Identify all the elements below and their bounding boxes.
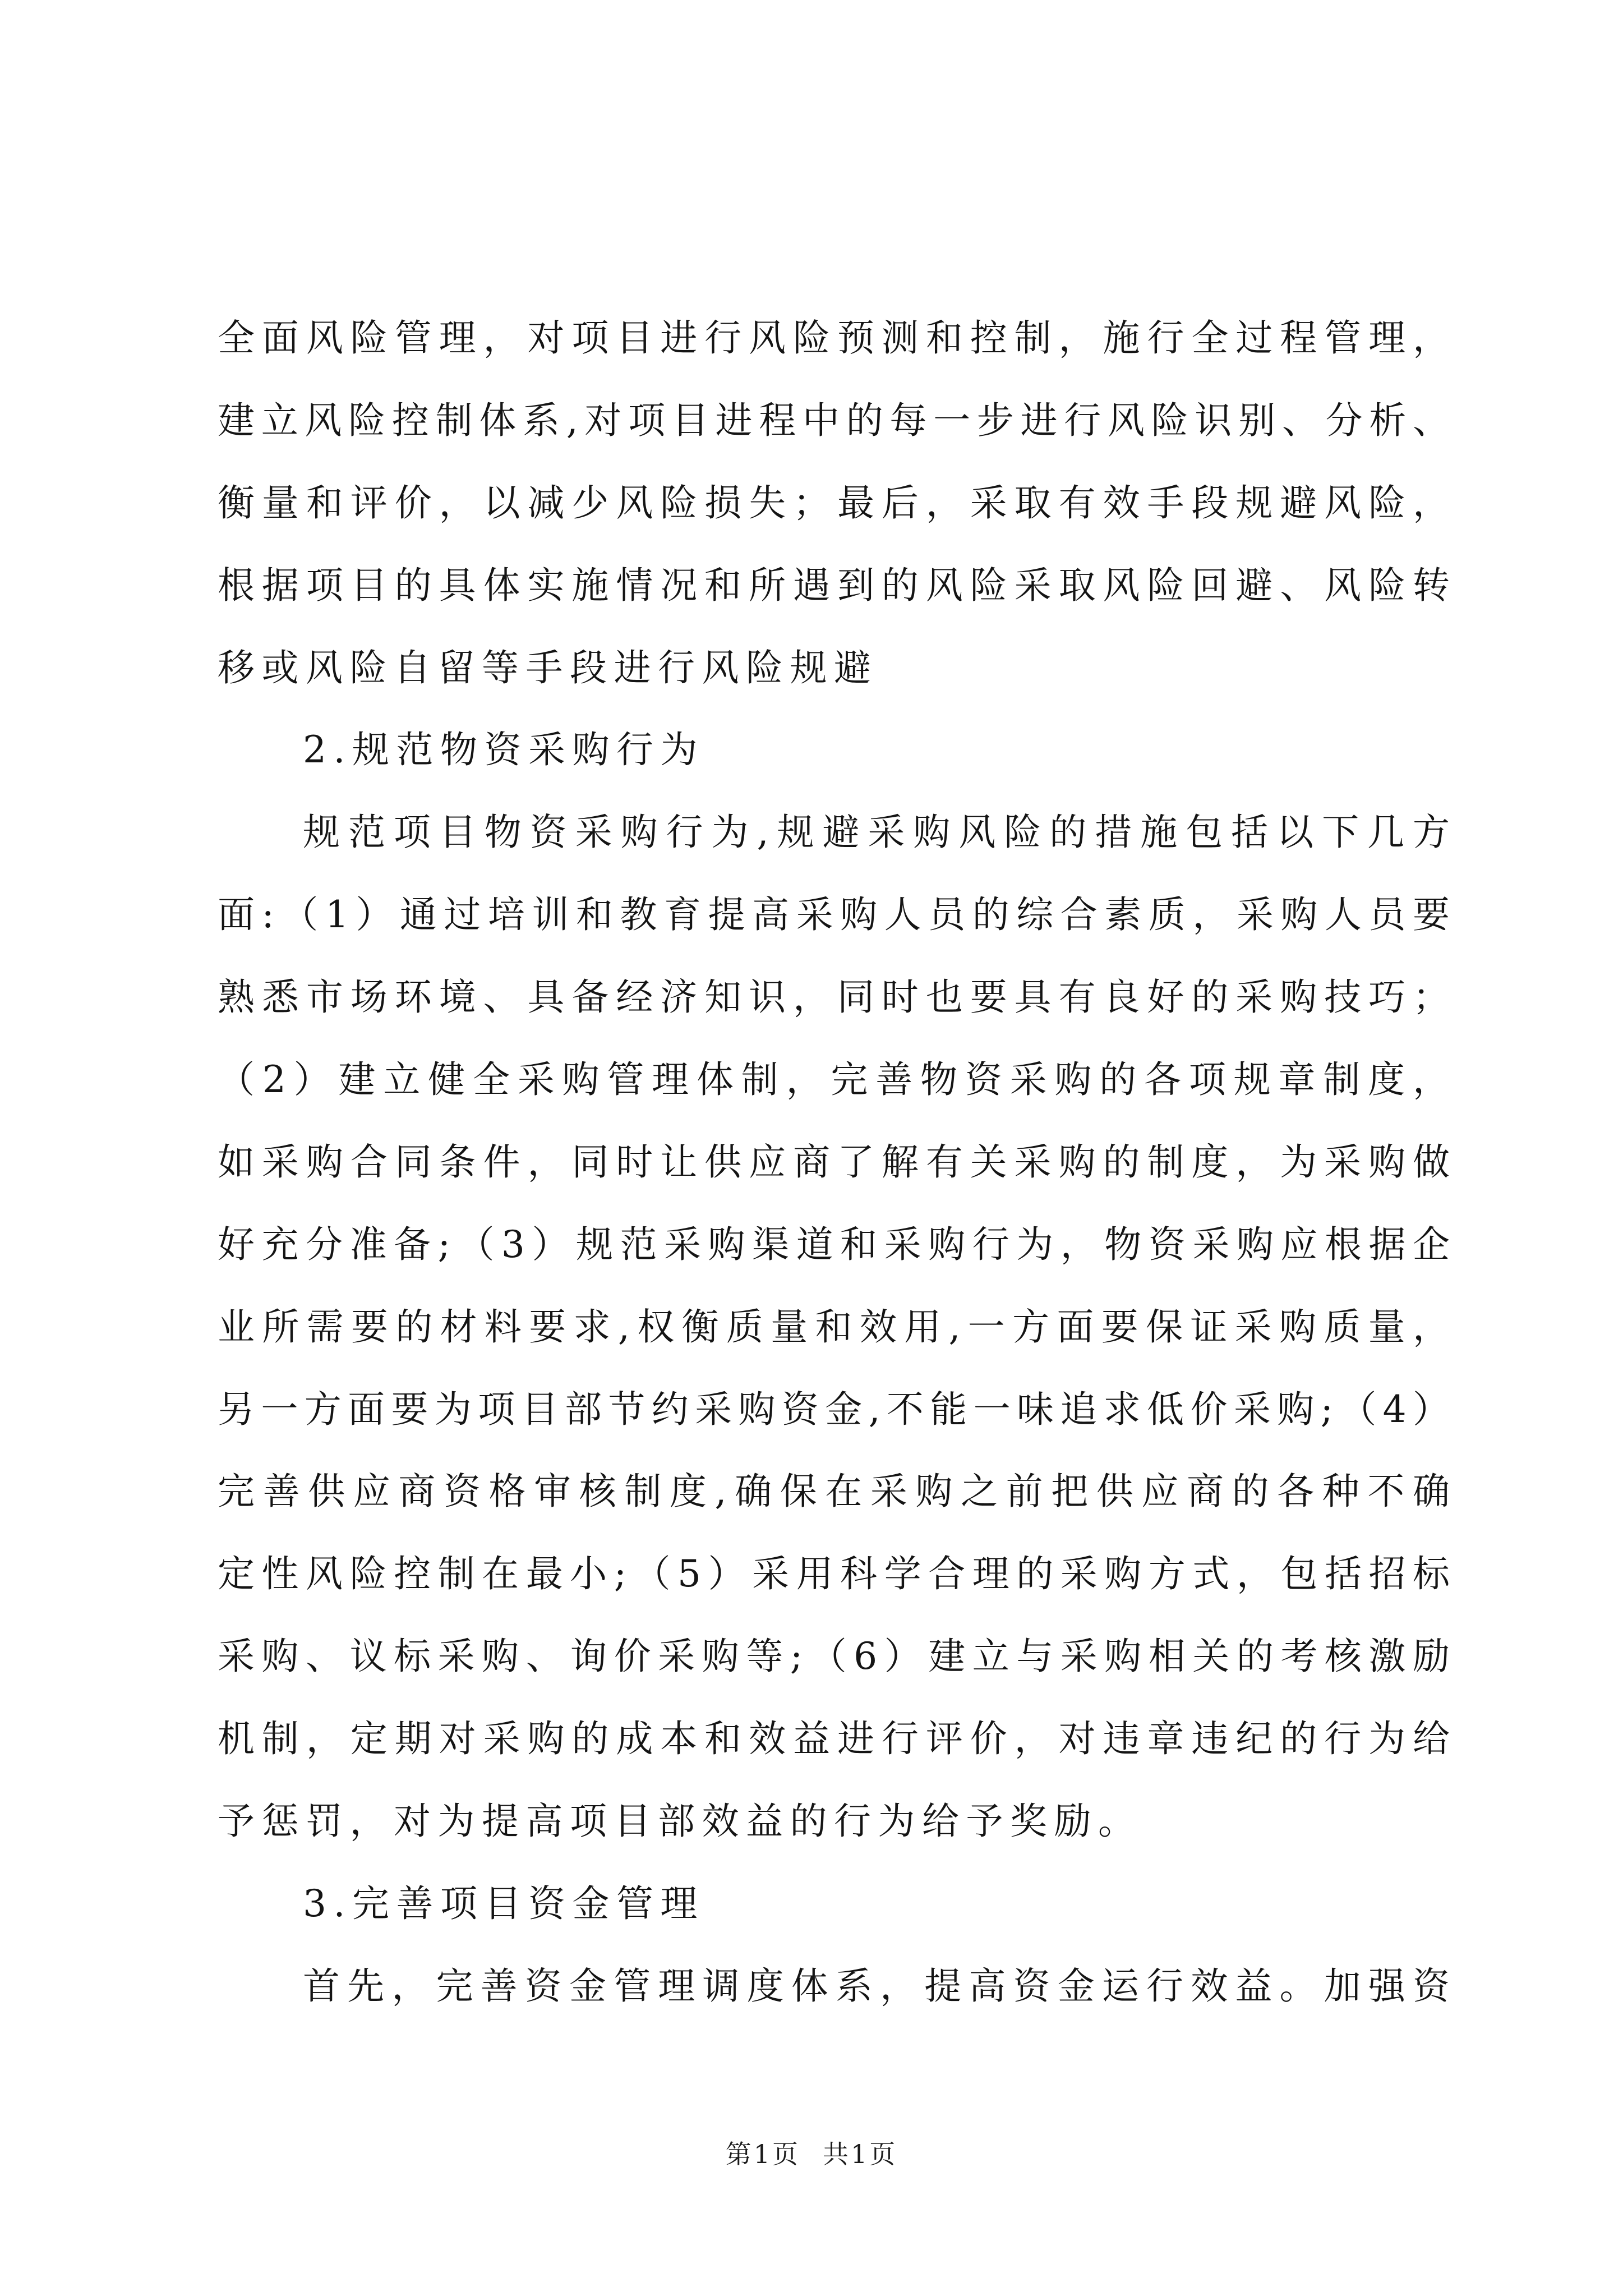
body-text-line: 完善供应商资格审核制度,确保在采购之前把供应商的各种不确 [218,1470,1450,1513]
body-text-line: 熟悉市场环境、具备经济知识，同时也要具有良好的采购技巧； [218,976,1450,1019]
page-footer [0,2134,1623,2174]
body-text-line: 规范项目物资采购行为,规避采购风险的措施包括以下几方 [303,811,1450,854]
body-text-line: 好充分准备;（3）规范采购渠道和采购行为，物资采购应根据企 [218,1222,1450,1266]
body-text-line: 首先，完善资金管理调度体系，提高资金运行效益。加强资 [303,1964,1450,2008]
page-total: 共1页 [823,2139,898,2169]
body-text-line: 如采购合同条件，同时让供应商了解有关采购的制度，为采购做 [218,1140,1450,1184]
body-text-line: 建立风险控制体系,对项目进程中的每一步进行风险识别、分析、 [218,398,1450,442]
page-number: 第1页 [725,2139,800,2169]
body-text-line: 移或风险自留等手段进行风险规避 [218,646,878,689]
body-text-line: 衡量和评价，以减少风险损失；最后，采取有效手段规避风险， [218,481,1450,524]
body-text-line: 采购、议标采购、询价采购等;（6）建立与采购相关的考核激励 [218,1635,1450,1678]
document-body [218,297,1450,2028]
body-text-line: 全面风险管理，对项目进行风险预测和控制，施行全过程管理， [218,316,1450,360]
section-heading: 3.完善项目资金管理 [303,1881,704,1925]
section-heading: 2.规范物资采购行为 [303,728,704,772]
body-text-line: 定性风险控制在最小;（5）采用科学合理的采购方式，包括招标 [218,1552,1450,1596]
body-text-line: 根据项目的具体实施情况和所遇到的风险采取风险回避、风险转 [218,563,1450,607]
body-text-line: 业所需要的材料要求,权衡质量和效用,一方面要保证采购质量， [218,1305,1450,1349]
body-text-line: 另一方面要为项目部节约采购资金,不能一味追求低价采购;（4） [218,1387,1450,1431]
body-text-line: （2）建立健全采购管理体制，完善物资采购的各项规章制度， [218,1058,1450,1102]
body-text-line: 予惩罚，对为提高项目部效益的行为给予奖励。 [218,1800,1142,1843]
body-text-line: 面:（1）通过培训和教育提高采购人员的综合素质，采购人员要 [218,893,1450,937]
body-text-line: 机制，定期对采购的成本和效益进行评价，对违章违纪的行为给 [218,1717,1450,1761]
